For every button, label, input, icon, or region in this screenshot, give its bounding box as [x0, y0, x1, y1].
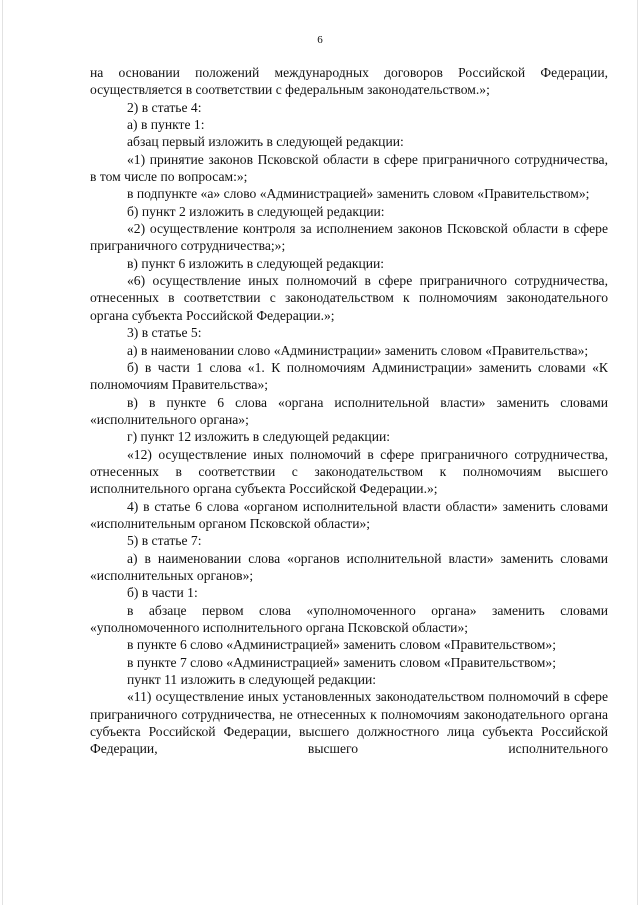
paragraph: б) в части 1: [127, 585, 198, 601]
paragraph: «12) осуществление иных полномочий в сфере приграничного сотрудничества, отнесенных в соответствии с законодательством к полномочиям высшего исполнительного органа субъекта Российской Федерации.»; [90, 446, 608, 497]
paragraph: а) в наименовании слова «органов исполнительной власти» заменить словами «исполнительных органов»; [90, 550, 608, 583]
paragraph: «2) осуществление контроля за исполнением законов Псковской области в сфере приграничного сотрудничества;»; [90, 221, 608, 254]
paragraph: «1) принятие законов Псковской области в сфере приграничного сотрудничества, в том числе по вопросам:»; [90, 151, 608, 185]
paragraph: 3) в статье 5: [127, 325, 202, 341]
scan-left-edge [2, 0, 3, 905]
paragraph: «6) осуществление иных полномочий в сфере приграничного сотрудничества, отнесенных в соответствии с законодательством к полномочиям законодательного органа субъекта Российской Федерации.»; [90, 273, 608, 323]
document-body [90, 64, 608, 758]
paragraph: 5) в статье 7: [127, 533, 202, 549]
paragraph: 2) в статье 4: [127, 99, 202, 115]
paragraph: на основании положений международных договоров Российской Федерации, осуществляется в соответствии с федеральным законодательством.»; [90, 65, 608, 98]
paragraph: в) пункт 6 изложить в следующей редакции: [127, 255, 385, 271]
scan-right-edge [637, 0, 638, 905]
paragraph: в пункте 7 слово «Администрацией» заменить словом «Правительством»; [127, 654, 556, 670]
paragraph: 4) в статье 6 слова «органом исполнительной власти области» заменить словами «исполнительным органом Псковской области»; [90, 498, 608, 531]
paragraph: а) в пункте 1: [127, 117, 205, 133]
paragraph: б) в части 1 слова «1. К полномочиям Администрации» заменить словами «К полномочиям Правительства»; [90, 359, 608, 393]
paragraph: пункт 11 изложить в следующей редакции: [127, 672, 377, 688]
paragraph: абзац первый изложить в следующей редакции: [127, 134, 404, 150]
page-number: 6 [317, 34, 323, 46]
paragraph: в абзаце первом слова «уполномоченного органа» заменить словами «уполномоченного исполнительного органа Псковской области»; [90, 602, 608, 635]
paragraph: в) в пункте 6 слова «органа исполнительной власти» заменить словами «исполнительного органа»; [90, 394, 608, 427]
paragraph: б) пункт 2 изложить в следующей редакции: [127, 203, 385, 219]
paragraph: в подпункте «а» слово «Администрацией» заменить словом «Правительством»; [127, 186, 590, 202]
paragraph: «11) осуществление иных установленных законодательством полномочий в сфере приграничного сотрудничества, не отнесенных к полномочиям законодательного органа субъекта Российской Федерации, высшего должностного лица субъекта Российской Федерации, высшего исполнительного [90, 689, 608, 757]
paragraph: а) в наименовании слово «Администрации» заменить словом «Правительства»; [127, 342, 589, 358]
paragraph: г) пункт 12 изложить в следующей редакции: [127, 429, 391, 445]
paragraph: в пункте 6 слово «Администрацией» заменить словом «Правительством»; [127, 637, 556, 653]
